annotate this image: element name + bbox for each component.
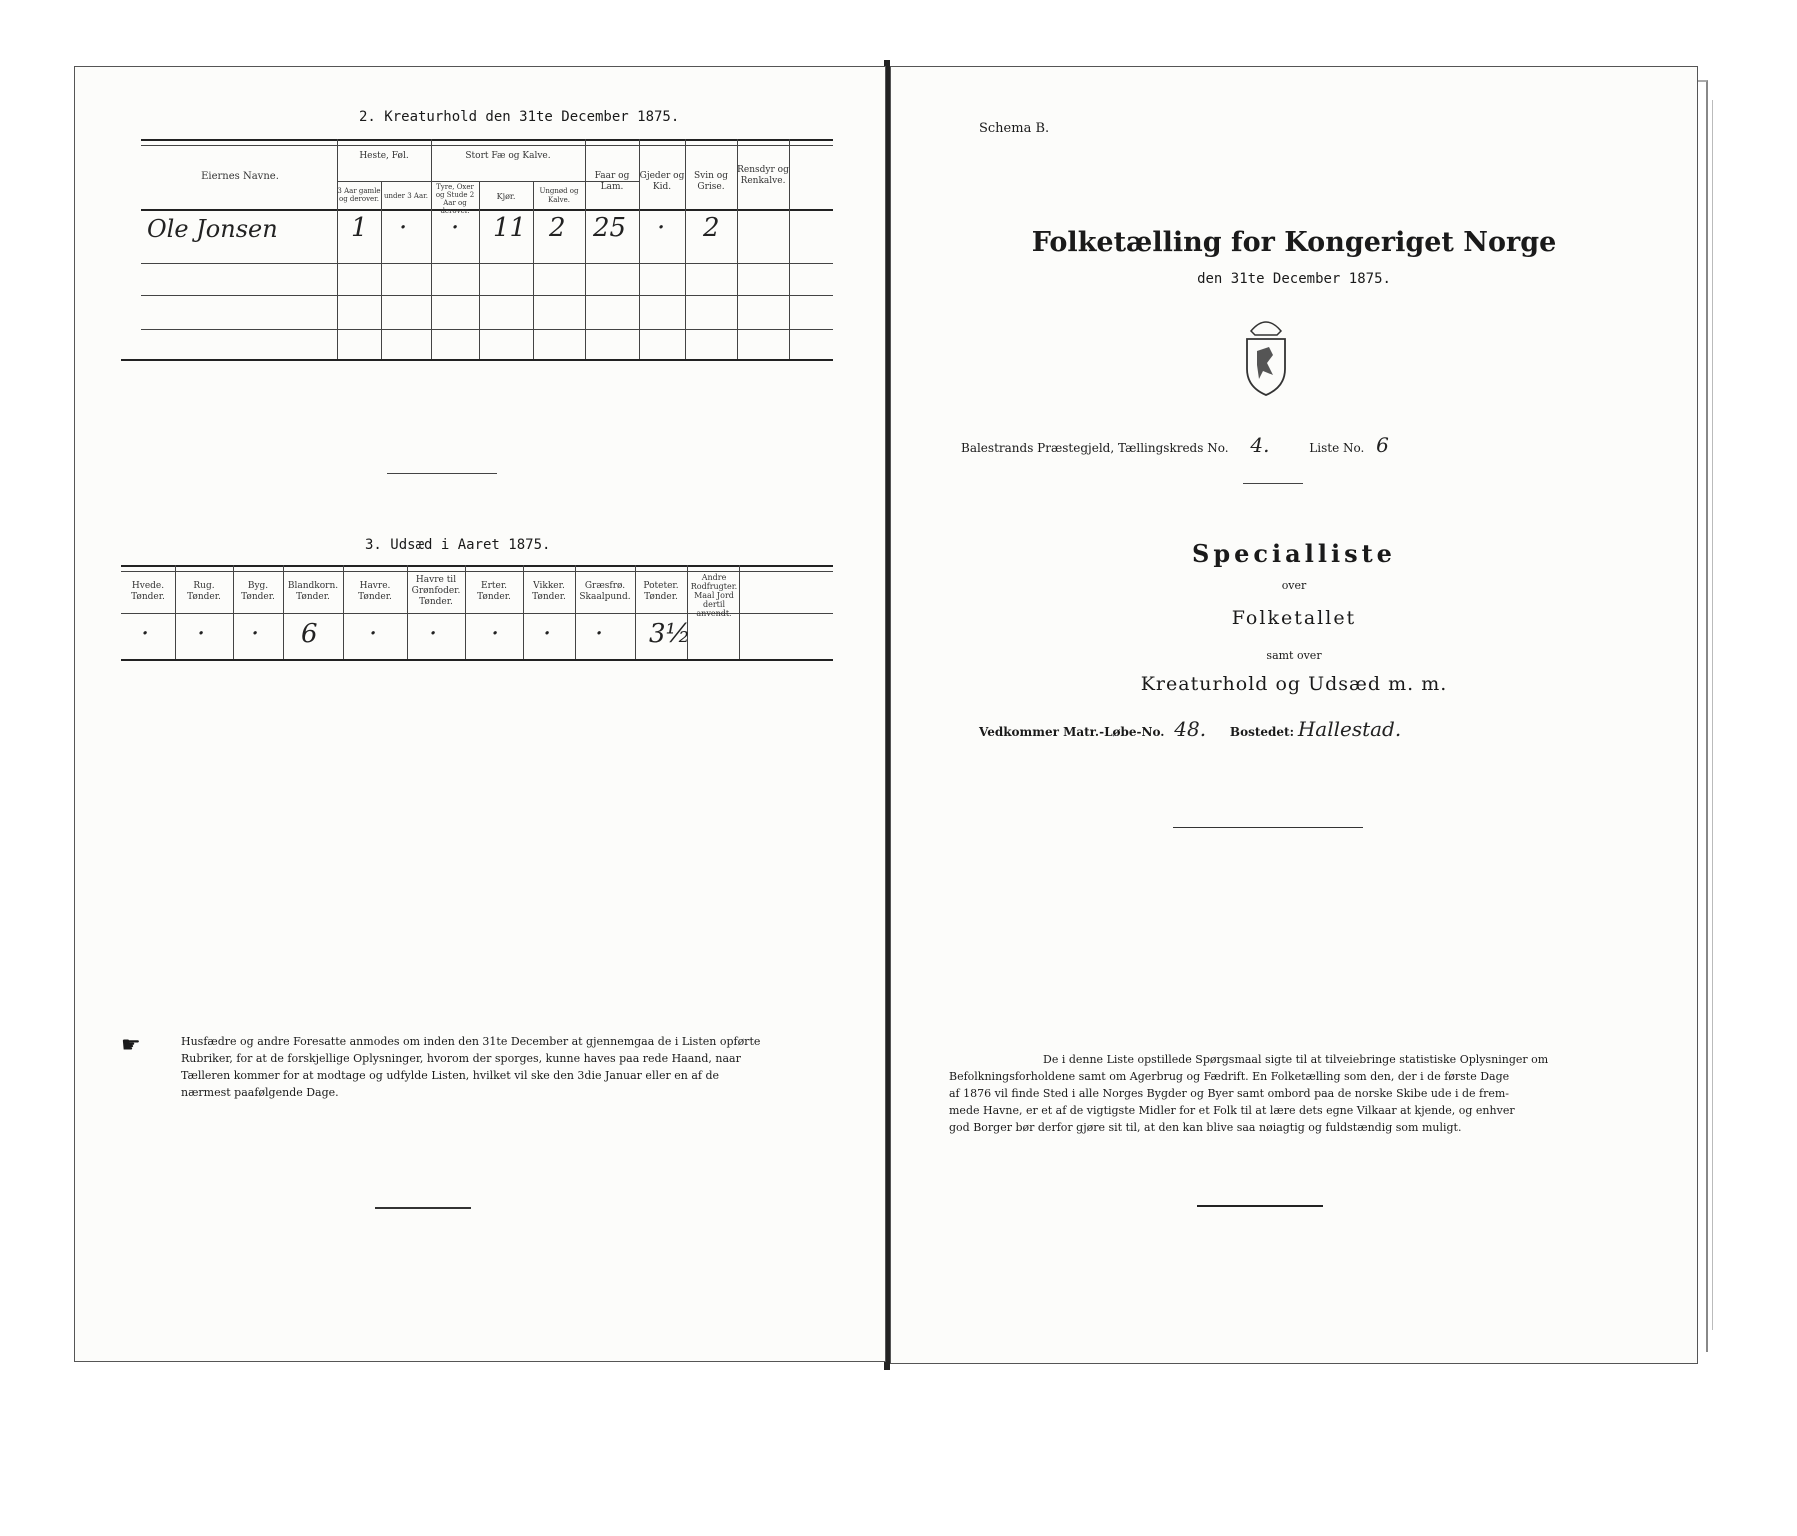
gjeder-header: Gjeder og Kid. xyxy=(639,171,685,192)
kjor-header: Kjør. xyxy=(496,192,516,201)
faar-value: 25 xyxy=(593,213,627,243)
gjeder-value: · xyxy=(657,213,666,243)
section2-title: 2. Kreaturhold den 31te December 1875. xyxy=(359,109,680,125)
svin-header: Svin og Grise. xyxy=(694,171,728,192)
crop-byg: Byg. Tønder. xyxy=(241,581,275,602)
heste-under3-header: under 3 Aar. xyxy=(384,192,428,200)
kjor-value: 11 xyxy=(493,213,527,243)
pointing-hand-icon: ☛ xyxy=(121,1033,141,1058)
crop-graesfro: Græsfrø. Skaalpund. xyxy=(579,581,631,602)
census-title: Folketælling for Kongeriget Norge xyxy=(1031,227,1557,258)
coat-of-arms-icon xyxy=(1233,311,1299,397)
samt-over-label: samt over xyxy=(1266,649,1322,662)
owner-name: Ole Jonsen xyxy=(147,215,278,243)
rensdyr-header: Rensdyr og Renkalve. xyxy=(737,165,789,186)
crop-value: · xyxy=(429,619,438,649)
specialliste-title: Specialliste xyxy=(1192,539,1396,568)
crop-value: 6 xyxy=(301,619,318,649)
crop-rug: Rug. Tønder. xyxy=(187,581,221,602)
crop-value: · xyxy=(251,619,260,649)
owner-header: Eiernes Navne. xyxy=(201,171,279,182)
crop-blandkorn: Blandkorn. Tønder. xyxy=(287,581,339,602)
crop-value: · xyxy=(141,619,150,649)
page-edge xyxy=(1706,100,1713,1330)
heste-over3-value: 1 xyxy=(351,213,368,243)
crop-hvede: Hvede. Tønder. xyxy=(131,581,165,602)
left-page xyxy=(74,66,886,1362)
tyre-value: · xyxy=(451,213,460,243)
svin-value: 2 xyxy=(703,213,720,243)
right-page xyxy=(890,66,1698,1364)
footer-text: De i denne Liste opstillede Spørgsmaal sigte til at tilveiebringe statistiske Oplysninger om Befolkningsforholdene samt om Agerbrug og Fædrift. En Folketælling som den, der i de første Dage af 1876 vil finde Sted i alle Norges Bygder og Byer samt ombord paa de norske Skibe ude i de frem- mede Havne, er et af de vigtigste Midler for et Folk til at lære dets egne Vilkaar at kjende, og enhver god Borger bør derfor gjøre sit til, at den kan blive saa nøiagtig og fuldstændig som muligt. xyxy=(949,1053,1549,1134)
crop-havre: Havre. Tønder. xyxy=(358,581,392,602)
census-date: den 31te December 1875. xyxy=(1197,271,1391,287)
crop-value: · xyxy=(595,619,604,649)
heste-header: Heste, Føl. xyxy=(359,151,409,161)
crop-andre: Andre Rodfrugter. Maal Jord dertil anvendt. xyxy=(690,573,738,618)
kreaturhold-label: Kreaturhold og Udsæd m. m. xyxy=(1140,673,1448,695)
crop-havre-gronfoder: Havre til Grønfoder. Tønder. xyxy=(411,575,461,607)
over-label: over xyxy=(1281,579,1307,592)
crop-vikker: Vikker. Tønder. xyxy=(532,581,566,602)
matr-line: Vedkommer Matr.-Løbe-No. 48. Bostedet: Hallestad. xyxy=(979,717,1402,741)
heste-under3-value: · xyxy=(399,213,408,243)
ungnod-header: Ungnød og Kalve. xyxy=(539,187,579,204)
tyre-header: Tyre, Oxer og Stude 2 Aar og derover. xyxy=(435,183,475,215)
crop-value: · xyxy=(491,619,500,649)
district-line: Balestrands Præstegjeld, Tællingskreds No. 4. Liste No. 6 xyxy=(961,433,1389,457)
faar-header: Faar og Lam. xyxy=(594,171,630,192)
crop-value: · xyxy=(197,619,206,649)
stort-fae-header: Stort Fæ og Kalve. xyxy=(465,151,551,161)
crop-value: · xyxy=(369,619,378,649)
notice-text: Husfædre og andre Foresatte anmodes om inden den 31te December at gjennemgaa de i Listen opførte Rubriker, for at de forskjellige Oplysninger, hvorom der sporges, kunne haves paa rede Haand, naar Tælleren kommer for at modtage og udfylde Listen, hvilket vil ske den 3die Januar eller en af de nærmest paafølgende Dage. xyxy=(181,1035,761,1099)
ungnod-value: 2 xyxy=(549,213,566,243)
crop-value: · xyxy=(543,619,552,649)
crop-erter: Erter. Tønder. xyxy=(477,581,511,602)
section3-title: 3. Udsæd i Aaret 1875. xyxy=(365,537,551,553)
crop-poteter: Poteter. Tønder. xyxy=(643,581,679,602)
folketallet-label: Folketallet xyxy=(1231,607,1357,629)
crop-value: 3½ xyxy=(649,619,691,649)
heste-over3-header: 3 Aar gamle og derover. xyxy=(337,187,381,203)
schema-label: Schema B. xyxy=(979,121,1050,136)
